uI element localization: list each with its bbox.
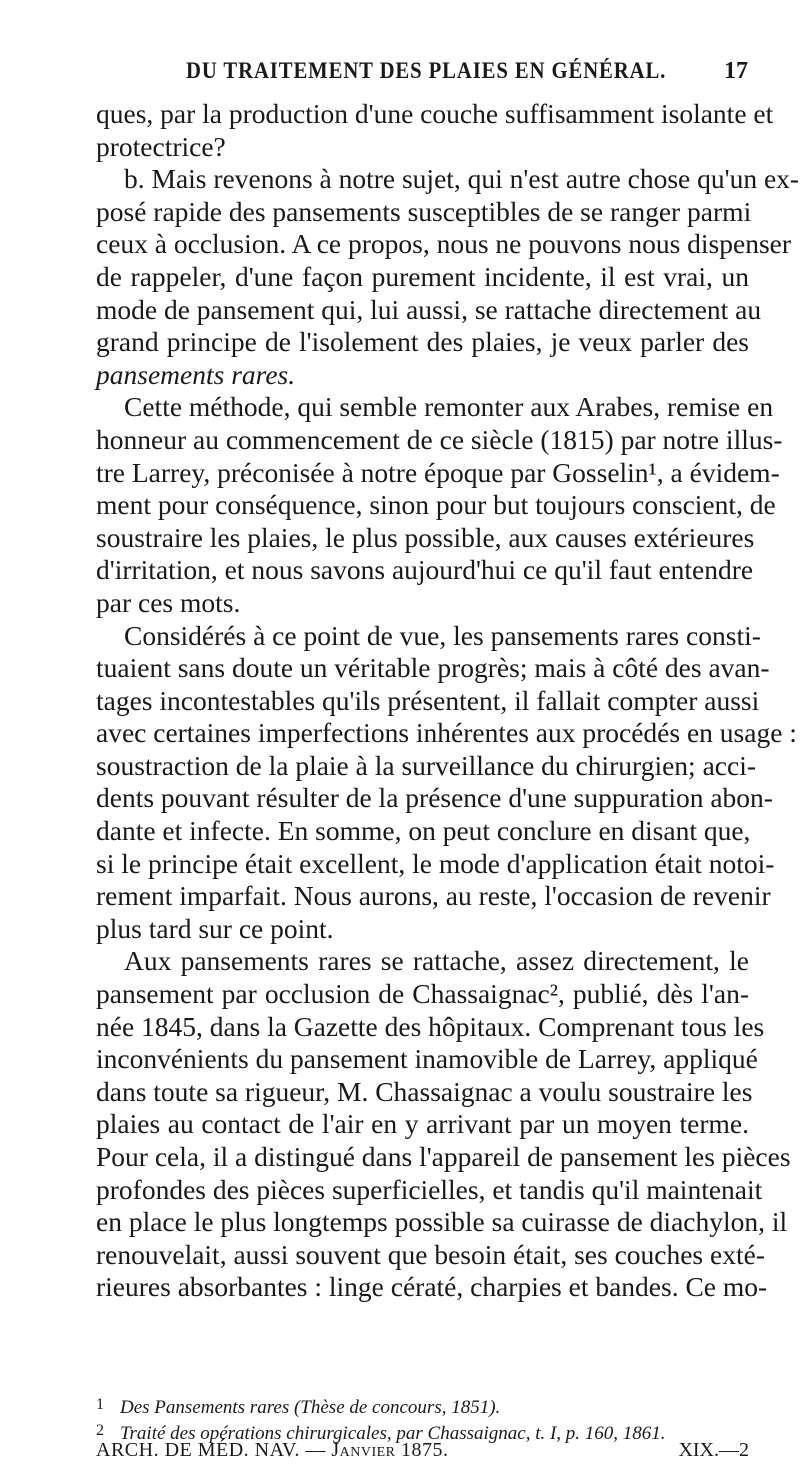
text-line: pansements rares. [96,358,296,390]
text-line: b. Mais revenons à notre sujet, qui n'est autre chose qu'un ex- [124,163,800,195]
text-line: honneur au commencement de ce siècle (1815) par notre illus- [96,423,783,455]
text-line: ceux à occlusion. A ce propos, nous ne pouvons nous dispenser [96,228,792,260]
text-line: inconvénients du pansement inamovible de Larrey, appliqué [96,1043,758,1075]
text-line: en place le plus longtemps possible sa cuirasse de diachylon, il [96,1206,788,1238]
page-number: 17 [724,58,748,84]
text-line: Considérés à ce point de vue, les pansements rares consti- [124,619,761,651]
text-line: ment pour conséquence, sinon pour but toujours conscient, de [96,489,776,521]
text-line: si le principe était excellent, le mode d'application était notoi- [96,847,775,879]
text-line: d'irritation, et nous savons aujourd'hui ce qu'il faut entendre [96,554,754,586]
text-line: soustraire les plaies, le plus possible, aux causes extérieures [96,521,755,553]
page-header [96,58,748,92]
signature-mark: XIX.—2 [678,1439,749,1461]
text-line: ques, par la production d'une couche suffisamment isolante et [96,98,774,129]
text-line: rement imparfait. Nous aurons, au reste, l'occasion de revenir [96,880,771,912]
footnote [96,1393,749,1419]
footnote-text: Traité des opérations chirurgicales, par Chassaignac, t. I, p. 160, 1861. [120,1423,666,1444]
text-line: soustraction de la plaie à la surveillance du chirurgien; acci- [96,749,756,781]
page-footer [96,1439,749,1463]
footnote-text: Des Pansements rares (Thèse de concours, 1851). [120,1397,501,1418]
text-line: grand principe de l'isolement des plaies, je veux parler des [96,326,749,358]
text-line: plus tard sur ce point. [96,912,334,944]
text-line: Cette méthode, qui semble remonter aux Arabes, remise en [124,391,774,423]
text-line: tages incontestables qu'ils présentent, il fallait compter aussi [96,684,760,716]
text-line: dante et infecte. En somme, on peut conclure en disant que, [96,815,751,847]
text-line: avec certaines imperfections inhérentes aux procédés en usage : [96,717,797,749]
text-line: rieures absorbantes : linge cératé, charpies et bandes. Ce mo- [96,1271,768,1303]
footnote-marker: 1 [96,1396,104,1413]
footnote-marker: 2 [96,1422,104,1439]
journal-citation: ARCH. DE MÉD. NAV. — Janvier 1875. [96,1439,449,1461]
text-line: tre Larrey, préconisée à notre époque par Gosselin¹, a évidem- [96,456,780,488]
text-line: mode de pansement qui, lui aussi, se rattache directement au [96,293,762,325]
body-text [96,98,800,1304]
text-line: Pour cela, il a distingué dans l'appareil de pansement les pièces [96,1141,791,1172]
text-line: pansement par occlusion de Chassaignac², publié, dès l'an- [96,978,749,1010]
footnotes [96,1393,749,1445]
text-line: tuaient sans doute un véritable progrès; mais à côté des avan- [96,652,770,684]
text-line: de rappeler, d'une façon purement incidente, il est vrai, un [96,260,749,292]
text-line: née 1845, dans la Gazette des hôpitaux. Comprenant tous les [96,1010,765,1042]
text-line: par ces mots. [96,586,241,618]
text-line: Aux pansements rares se rattache, assez directement, le [124,945,749,977]
text-line: profondes des pièces superficielles, et tandis qu'il maintenait [96,1173,763,1205]
text-line: plaies au contact de l'air en y arrivant par un moyen terme. [96,1108,749,1140]
text-line: dans toute sa rigueur, M. Chassaignac a voulu soustraire les [96,1075,753,1107]
text-line: protectrice? [96,130,226,162]
text-line: dents pouvant résulter de la présence d'une suppuration abon- [96,782,773,814]
text-line: renouvelait, aussi souvent que besoin était, ses couches exté- [96,1238,765,1270]
text-line: posé rapide des pansements susceptibles de se ranger parmi [96,195,752,227]
running-title: DU TRAITEMENT DES PLAIES EN GÉNÉRAL. [186,58,667,83]
